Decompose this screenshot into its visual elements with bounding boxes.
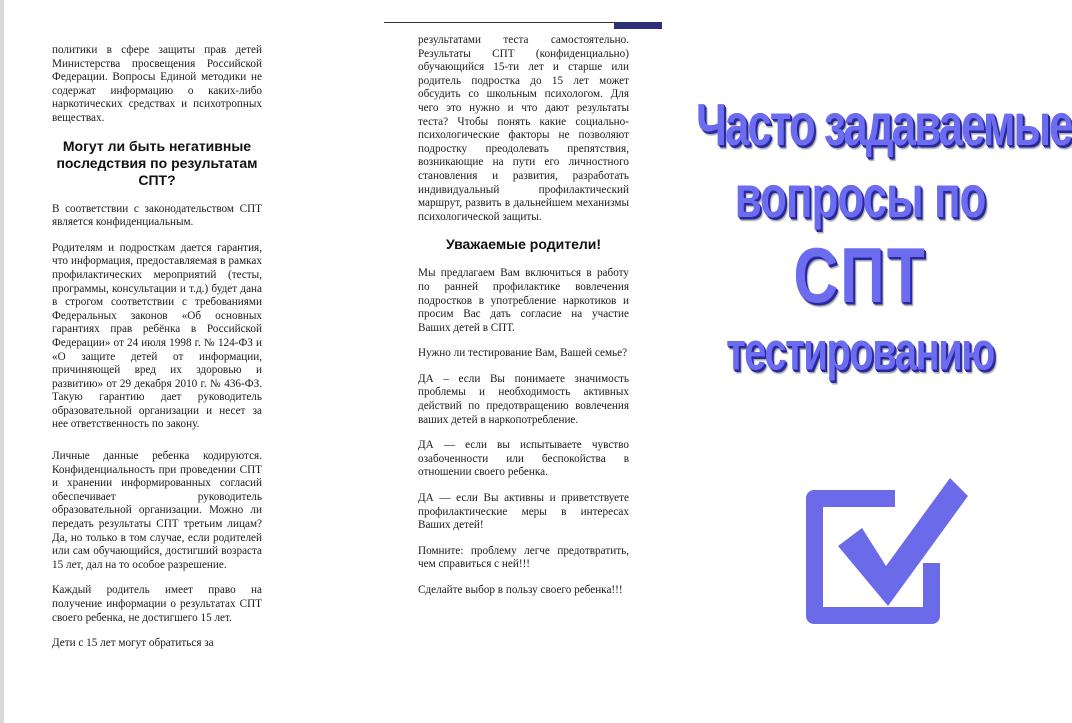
paragraph-yes-3: ДА — если Вы активны и приветствуете профилактические меры в интересах Ваших детей! <box>418 492 629 532</box>
paragraph-intro: политики в сфере защиты прав детей Министерства просвещения Российской Федерации. Вопросы Единой методики не содержат информацию о каких-либо наркотических средствах и психотропных веществах. <box>52 44 262 124</box>
page-edge <box>0 0 4 723</box>
paragraph-personal-data: Личные данные ребенка кодируются. Конфиденциальность при проведении СПТ и хранении информированных согласий обеспечивает руководитель образовательной организации. Можно ли передать результаты СПТ третьим лицам? Да, но только в том случае, если родителей или сам обучающийся, достигший возраста 15 лет, дал на то особое разрешение. <box>52 450 262 571</box>
cover-title <box>696 90 1072 384</box>
column-middle <box>418 34 629 610</box>
cover-title-line-1: Часто задаваемые <box>696 92 1072 159</box>
paragraph-children: Дети с 15 лет могут обратиться за <box>52 637 214 650</box>
paragraph-law: В соответствии с законодательством СПТ является конфиденциальным. <box>52 202 262 229</box>
paragraph-invite: Мы предлагаем Вам включиться в работу по ранней профилактике вовлечения подростков в употребление наркотиков и просим Вас дать согласие на участие Ваших детей в СПТ. <box>418 267 629 334</box>
paragraph-results: результатами теста самостоятельно. Результаты СПТ (конфиденциально) обучающийся 15-ти лет и старше или родитель подростка до 15 лет может обсудить со школьным психологом. Для чего это нужно и что дают результаты теста? Чтобы понять какие социально-психологические факторы не позволяют подростку преодолевать препятствия, возникающие на пути его личностного становления и развития, разработать индивидуальный профилактический маршрут, развить в дальнейшем механизмы психологической защиты. <box>418 34 629 223</box>
cover-title-line-4: тестированию <box>726 322 994 382</box>
paragraph-remember: Помните: проблему легче предотвратить, чем справиться с ней!!! <box>418 544 629 571</box>
checkbox-checked-icon <box>800 468 970 636</box>
cover-title-line-3: СПТ <box>793 233 927 320</box>
paragraph-parent-right: Каждый родитель имеет право на получение информации о результатах СПТ своего ребенка, не достигшего 15 лет. <box>52 584 262 624</box>
cover-title-line-2: вопросы по <box>734 164 986 231</box>
paragraph-guarantee: Родителям и подросткам дается гарантия, что информация, предоставляемая в рамках профилактических мероприятий (тесты, программы, консультации и т.д.) будет дана в строгом соответствии с требованиями Федеральных законов «Об основных гарантиях прав ребёнка в Российской Федерации» от 24 июля 1998 г. № 124-ФЗ и «О защите детей от информации, причиняющей вред их здоровью и развитию» от 29 декабря 2010 г. № 436-ФЗ. Такую гарантию дает руководитель образовательной организации и несет за нее ответственность по закону. <box>52 241 262 431</box>
column-left <box>52 44 262 663</box>
top-accent-bar <box>614 22 662 29</box>
heading-consequences: Могут ли быть негативные последствия по результатам СПТ? <box>56 137 258 188</box>
paragraph-yes-1: ДА – если Вы понимаете значимость проблемы и необходимость активных действий по предотвращению вовлечения ваших детей в наркопотребление. <box>418 372 629 426</box>
heading-dear-parents: Уважаемые родители! <box>445 236 602 253</box>
paragraph-question: Нужно ли тестирование Вам, Вашей семье? <box>418 347 628 360</box>
paragraph-yes-2: ДА — если вы испытываете чувство озабоченности или беспокойства в отношении своего ребенка. <box>418 439 629 479</box>
paragraph-choice: Сделайте выбор в пользу своего ребенка!!! <box>418 584 623 596</box>
top-divider-line <box>384 22 614 23</box>
